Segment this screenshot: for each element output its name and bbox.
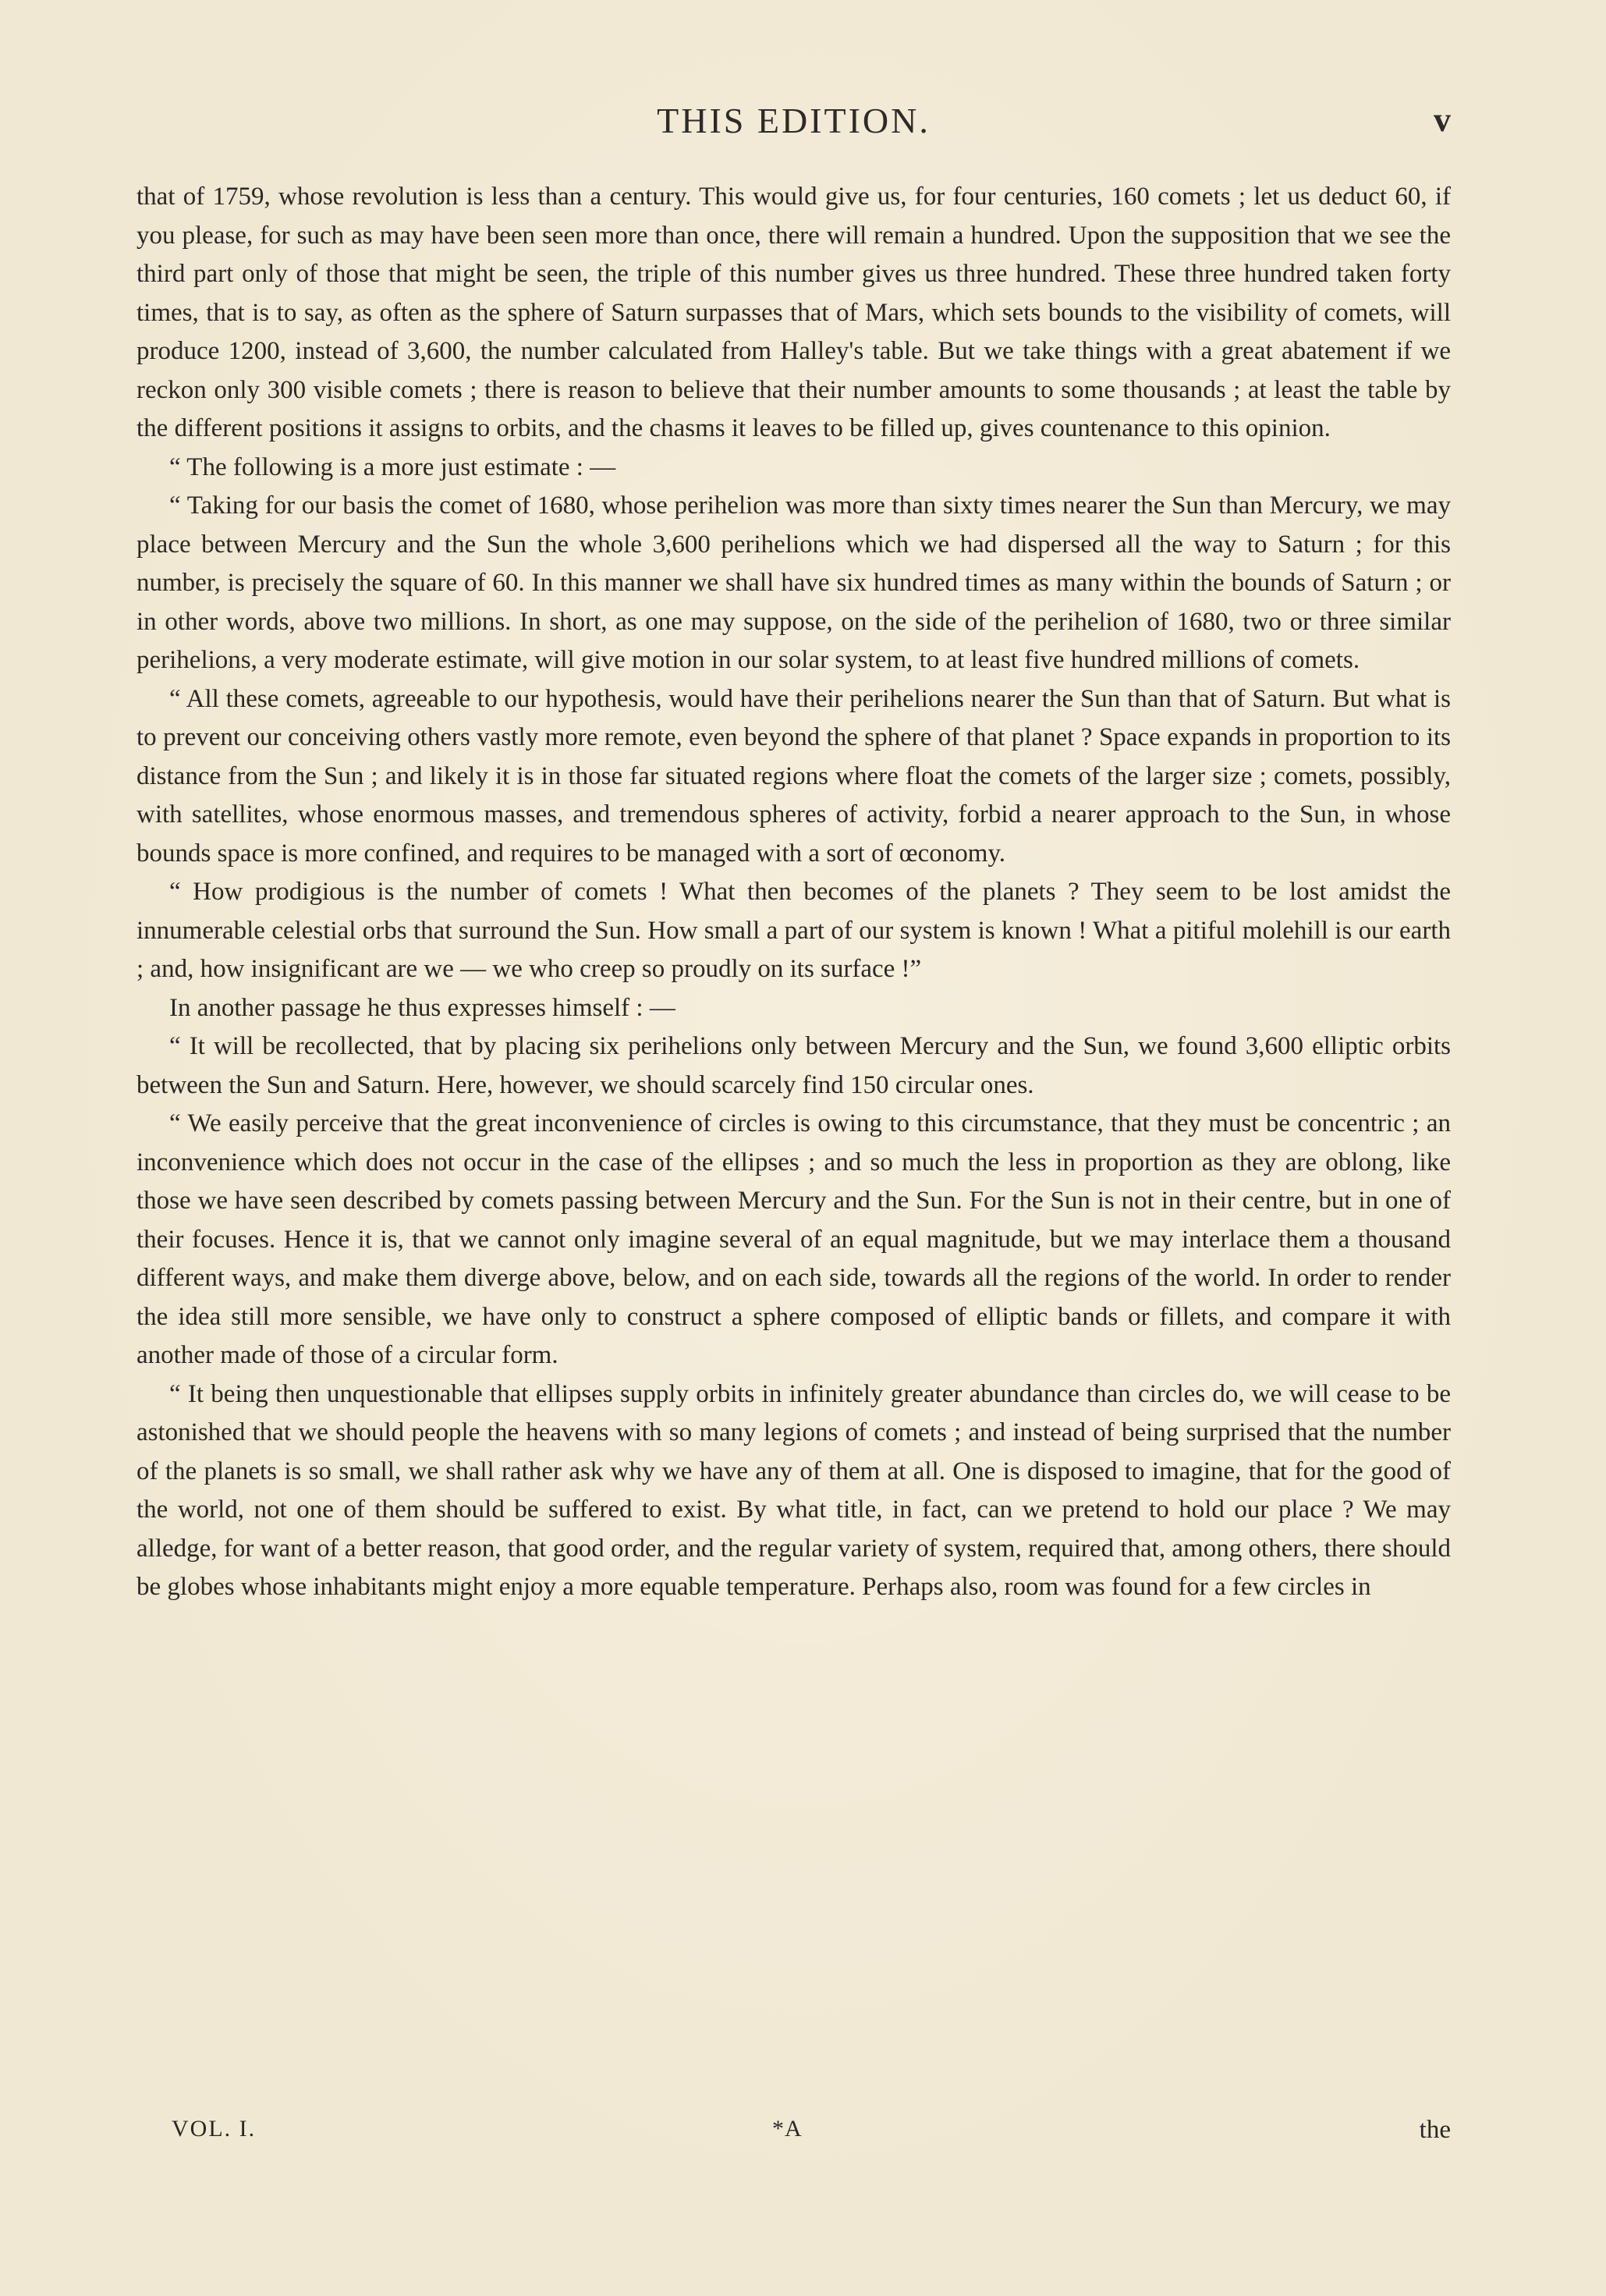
catchword: the — [1419, 2116, 1451, 2144]
paragraph: In another passage he thus expresses himself : — — [169, 993, 675, 1022]
paragraph: “ It being then unquestionable that ellipses supply orbits in infinitely greater abundance than circles do, we will cease to be astonished that we should people the heavens with so many legions of comets ; and instead of being surprised that the number of the planets is so small, we shall rather ask why we have any of them at all. One is disposed to imagine, that for the good of the world, not one of them should be suffered to exist. By what title, in fact, can we pretend to hold our place ? We may alledge, for want of a better reason, that good order, and the regular variety of system, required that, among others, there should be globes whose inhabitants might enjoy a more equable temperature. Perhaps also, room was found for a few circles in — [136, 1379, 1451, 1601]
paragraph: “ All these comets, agreeable to our hypothesis, would have their perihelions nearer the Sun than that of Saturn. But what is to prevent our conceiving others vastly more remote, even beyond the sphere of that planet ? Space expands in proportion to its distance from the Sun ; and likely it is in those far situated regions where float the comets of the larger size ; comets, possibly, with satellites, whose enormous masses, and tremendous spheres of activity, forbid a nearer approach to the Sun, in whose bounds space is more confined, and requires to be managed with a sort of œconomy. — [136, 684, 1451, 868]
paragraph: “ It will be recollected, that by placing six perihelions only between Mercury and the Sun, we found 3,600 elliptic orbits between the Sun and Saturn. Here, however, we should scarcely find 150 circular ones. — [136, 1032, 1451, 1099]
body-text — [136, 178, 1451, 1607]
page-number: v — [1434, 101, 1451, 139]
paragraph: “ We easily perceive that the great inconvenience of circles is owing to this circumstance, that they must be concentric ; an inconvenience which does not occur in the case of the ellipses ; and so much the less in proportion as they are oblong, like those we have seen described by comets passing between Mercury and the Sun. For the Sun is not in their centre, but in one of their focuses. Hence it is, that we cannot only imagine several of an equal magnitude, but we may interlace them a thousand different ways, and make them diverge above, below, and on each side, towards all the regions of the world. In order to render the idea still more sensible, we have only to construct a sphere composed of elliptic bands or fillets, and compare it with another made of those of a circular form. — [136, 1109, 1451, 1369]
footer-line — [172, 2116, 1451, 2155]
volume-label: VOL. I. — [172, 2116, 257, 2142]
paragraph: “ Taking for our basis the comet of 1680, whose perihelion was more than sixty times nearer the Sun than Mercury, we may place between Mercury and the Sun the whole 3,600 perihelions which we had dispersed all the way to Saturn ; for this number, is precisely the square of 60. In this manner we shall have six hundred times as many within the bounds of Saturn ; or in other words, above two millions. In short, as one may suppose, on the side of the perihelion of 1680, two or three similar perihelions, a very moderate estimate, will give motion in our solar system, to at least five hundred millions of comets. — [136, 491, 1451, 674]
paragraph: “ The following is a more just estimate : — — [169, 452, 616, 481]
paragraph: “ How prodigious is the number of comets ! What then becomes of the planets ? They seem to be lost amidst the innumerable celestial orbs that surround the Sun. How small a part of our system is known ! What a pitiful molehill is our earth ; and, how insignificant are we — we who creep so proudly on its surface !” — [136, 878, 1451, 983]
page-title: THIS EDITION. — [657, 101, 931, 140]
signature-mark: *A — [772, 2116, 803, 2142]
paragraph: that of 1759, whose revolution is less than a century. This would give us, for four centuries, 160 comets ; let us deduct 60, if you please, for such as may have been seen more than once, there will remain a hundred. Upon the supposition that we see the third part only of those that might be seen, the triple of this number gives us three hundred. These three hundred taken forty times, that is to say, as often as the sphere of Saturn surpasses that of Mars, which sets bounds to the visibility of comets, will produce 1200, instead of 3,600, the number calculated from Halley's table. But we take things with a great abatement if we reckon only 300 visible comets ; there is reason to believe that their number amounts to some thousands ; at least the table by the different positions it assigns to orbits, and the chasms it leaves to be filled up, gives countenance to this opinion. — [136, 183, 1451, 442]
running-head — [136, 100, 1451, 147]
